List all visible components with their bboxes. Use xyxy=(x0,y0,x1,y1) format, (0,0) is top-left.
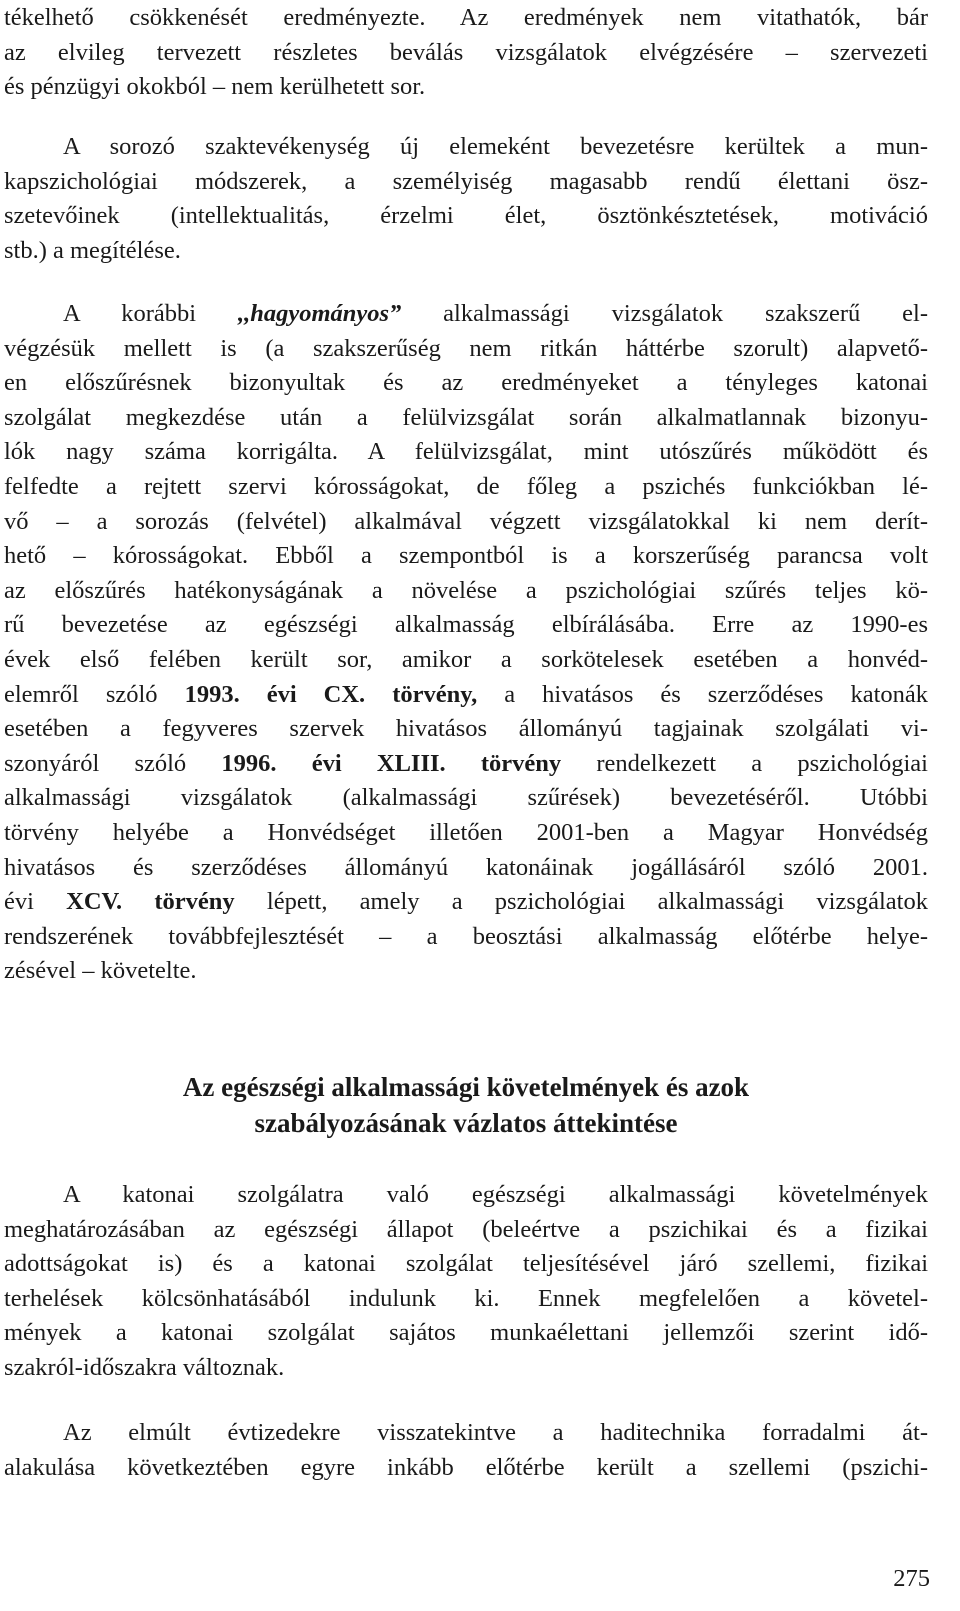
section-heading xyxy=(0,1069,932,1141)
text-line: tékelhető csökkenését eredményezte. Az eredmények nem vitathatók, bár xyxy=(4,4,928,31)
text-line: mények a katonai szolgálat sajátos munkaélettani jellemzői szerint idő- xyxy=(4,1319,928,1347)
text-line: meghatározásában az egészségi állapot (beleértve a pszichikai és a fizikai xyxy=(4,1215,928,1243)
text-line: alakulása következtében egyre inkább előtérbe került a szellemi (pszichi- xyxy=(4,1453,928,1481)
heading-line: Az egészségi alkalmassági követelmények és azok xyxy=(182,1072,750,1102)
text-run: A korábbi xyxy=(63,300,238,327)
text-line: esetében a fegyveres szervek hivatásos állományú tagjainak szolgálati vi- xyxy=(4,715,928,743)
text-line: rendszerének továbbfejlesztését – a beosztási alkalmasság előtérbe helye- xyxy=(4,922,928,950)
text-line: törvény helyébe a Honvédséget illetően 2001-ben a Magyar Honvédség xyxy=(4,818,928,846)
text-line: terhelések kölcsönhatásából indulunk ki. Ennek megfelelően a követel- xyxy=(4,1284,928,1312)
text-line: en előszűrésnek bizonyultak és az eredményeket a tényleges katonai xyxy=(4,369,928,397)
law-reference: 1993. évi CX. törvény, xyxy=(184,680,478,708)
paragraph-continuation xyxy=(4,1,928,105)
text-line: stb.) a megítélése. xyxy=(4,236,181,264)
text-run: évi xyxy=(4,888,67,916)
paragraph-sorozo xyxy=(4,130,928,268)
text-line: Az elmúlt évtizedekre visszatekintve a haditechnika forradalmi át- xyxy=(63,1419,928,1446)
text-line: kapszichológiai módszerek, a személyiség magasabb rendű élettani ösz- xyxy=(4,167,928,195)
text-run: a hivatásos és szerződéses katonák xyxy=(477,680,929,708)
heading-line: szabályozásának vázlatos áttekintése xyxy=(254,1108,678,1138)
text-line: A katonai szolgálatra való egészségi alkalmassági követelmények xyxy=(63,1181,928,1208)
paragraph-hagyomanyos xyxy=(4,297,928,989)
text-line: vő – a sorozás (felvétel) alkalmával végzett vizsgálatokkal ki nem derít- xyxy=(4,507,928,535)
text-line: zésével – követelte. xyxy=(4,957,197,985)
text-line: az előszűrés hatékonyságának a növelése a pszichológiai szűrés teljes kö- xyxy=(4,576,928,604)
text-line: adottságokat is) és a katonai szolgálat teljesítésével járó szellemi, fizikai xyxy=(4,1250,928,1278)
text-line: felfedte a rejtett szervi kórosságokat, de főleg a pszichés funkciókban lé- xyxy=(4,472,928,500)
paragraph-haditechnika xyxy=(4,1416,928,1485)
emphasis-text: ,,hagyományos” xyxy=(237,300,402,327)
paragraph-kovetelmenyek xyxy=(4,1178,928,1386)
text-line: szolgálat megkezdése után a felülvizsgálat során alkalmatlannak bizonyu- xyxy=(4,403,928,431)
text-run: rendelkezett a pszichológiai xyxy=(561,749,928,777)
page-number: 275 xyxy=(893,1565,930,1592)
text-run: szonyáról szóló xyxy=(4,749,222,777)
text-line: szakról-időszakra változnak. xyxy=(4,1353,285,1381)
text-line: A sorozó szaktevékenység új elemeként bevezetésre kerültek a mun- xyxy=(63,133,928,160)
text-line: alkalmassági vizsgálatok (alkalmassági szűrések) bevezetéséről. Utóbbi xyxy=(4,784,928,812)
text-line xyxy=(4,885,928,920)
text-line: és pénzügyi okokból – nem kerülhetett sor. xyxy=(4,73,426,101)
text-run: alkalmassági vizsgálatok szakszerű el- xyxy=(401,300,929,327)
text-line: végzésük mellett is (a szakszerűség nem ritkán háttérbe szorult) alapvető- xyxy=(4,334,928,362)
text-line: az elvileg tervezett részletes beválás vizsgálatok elvégzésére – szervezeti xyxy=(4,38,928,66)
text-run: lépett, amely a pszichológiai alkalmassági vizsgálatok xyxy=(234,888,928,916)
text-line xyxy=(4,678,928,713)
text-line: évek első felében került sor, amikor a sorkötelesek esetében a honvéd- xyxy=(4,645,928,673)
text-line xyxy=(4,747,928,782)
text-line: lók nagy száma korrigálta. A felülvizsgálat, mint utószűrés működött és xyxy=(4,438,928,466)
text-line: hivatásos és szerződéses állományú katonáinak jogállásáról szóló 2001. xyxy=(4,853,928,881)
text-line xyxy=(4,297,928,332)
text-line: szetevőinek (intellektualitás, érzelmi élet, ösztönkésztetések, motiváció xyxy=(4,202,928,230)
text-line: hető – kórosságokat. Ebből a szempontból is a korszerűség parancsa volt xyxy=(4,542,928,570)
text-line: rű bevezetése az egészségi alkalmasság elbírálásába. Erre az 1990-es xyxy=(4,611,928,639)
law-reference: 1996. évi XLIII. törvény xyxy=(221,749,562,777)
text-run: elemről szóló xyxy=(4,680,185,708)
law-reference: XCV. törvény xyxy=(66,888,235,916)
